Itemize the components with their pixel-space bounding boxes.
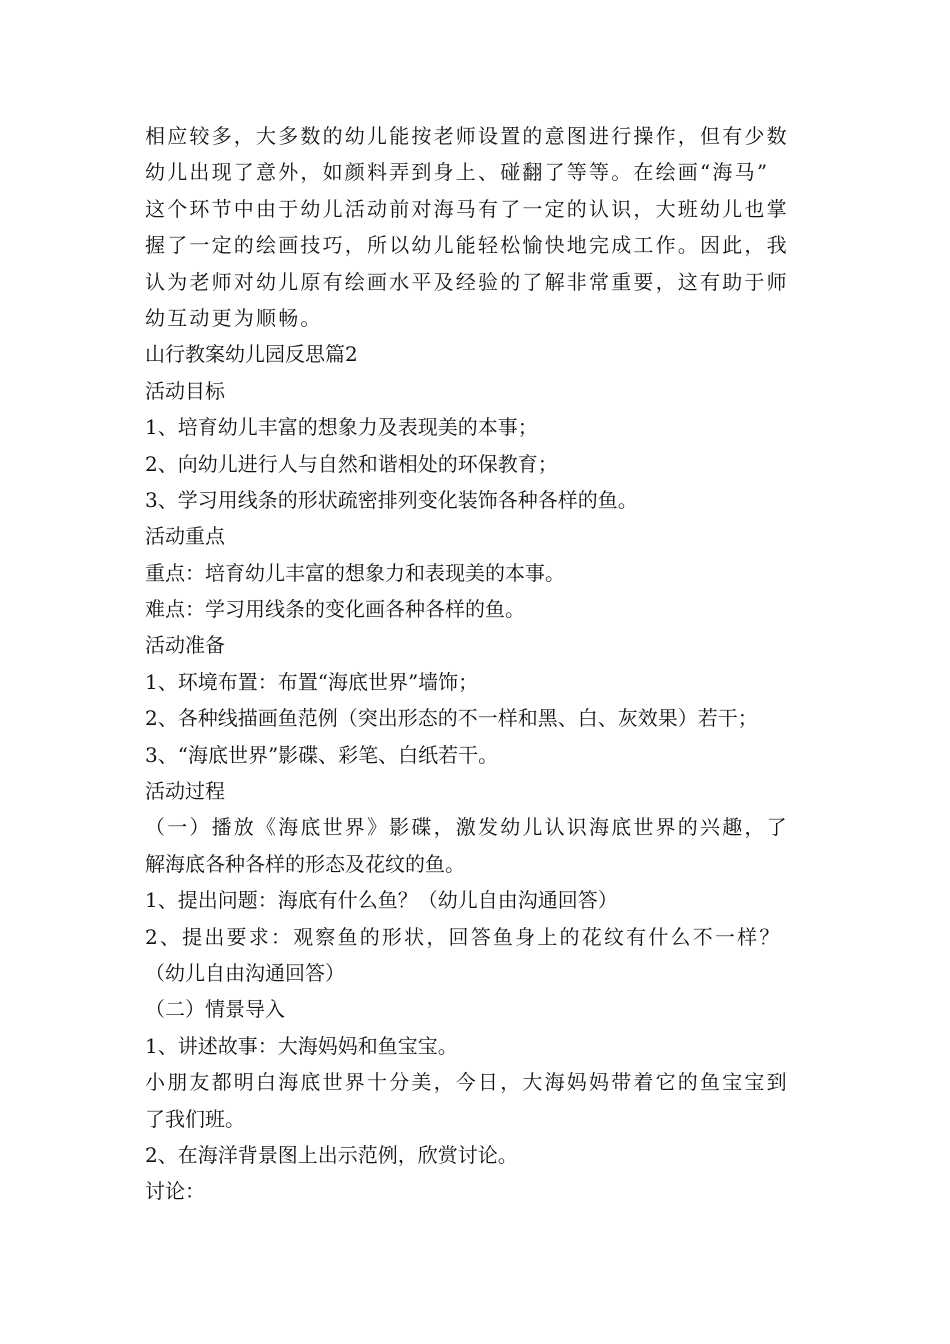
list-item: 1、培育幼儿丰富的想象力及表现美的本事； — [145, 415, 538, 440]
section-heading: 活动重点 — [145, 524, 225, 549]
paragraph-line: 了我们班。 — [145, 1106, 245, 1131]
paragraph-line: （幼儿自由沟通回答） — [145, 960, 345, 985]
paragraph-line: 幼儿出现了意外，如颜料弄到身上、碰翻了等等。在绘画“海马” — [145, 160, 770, 185]
list-item: 3、学习用线条的形状疏密排列变化装饰各种各样的鱼。 — [145, 487, 638, 512]
list-item: 1、环境布置：布置“海底世界”墙饰； — [145, 669, 479, 694]
section-title: 山行教案幼儿园反思篇2 — [145, 342, 358, 367]
paragraph-line: 小朋友都明白海底世界十分美，今日，大海妈妈带着它的鱼宝宝到 — [145, 1070, 789, 1095]
paragraph-line: 相应较多，大多数的幼儿能按老师设置的意图进行操作，但有少数 — [145, 124, 789, 148]
paragraph-line: 握了一定的绘画技巧，所以幼儿能轻松愉快地完成工作。因此，我 — [145, 233, 789, 258]
paragraph-line: 解海底各种各样的形态及花纹的鱼。 — [145, 851, 465, 876]
paragraph-line: （一）播放《海底世界》影碟，激发幼儿认识海底世界的兴趣，了 — [145, 815, 789, 840]
list-item: 重点：培育幼儿丰富的想象力和表现美的本事。 — [145, 560, 565, 585]
paragraph-line: 这个环节中由于幼儿活动前对海马有了一定的认识，大班幼儿也掌 — [145, 196, 789, 221]
list-item: 2、提出要求：观察鱼的形状，回答鱼身上的花纹有什么不一样？ — [145, 924, 782, 949]
list-item: 2、在海洋背景图上出示范例，欣赏讨论。 — [145, 1142, 518, 1167]
paragraph-line: 幼互动更为顺畅。 — [145, 305, 323, 330]
section-heading: 活动过程 — [145, 779, 225, 804]
paragraph-line: 讨论： — [145, 1179, 205, 1204]
subsection-heading: （二）情景导入 — [145, 997, 285, 1022]
list-item: 1、提出问题：海底有什么鱼？（幼儿自由沟通回答） — [145, 888, 618, 913]
section-heading: 活动准备 — [145, 633, 225, 658]
paragraph-line: 认为老师对幼儿原有绘画水平及经验的了解非常重要，这有助于师 — [145, 269, 789, 294]
section-heading: 活动目标 — [145, 378, 225, 403]
list-item: 3、“海底世界”影碟、彩笔、白纸若干。 — [145, 742, 499, 767]
document-body — [145, 118, 825, 1210]
list-item: 2、各种线描画鱼范例（突出形态的不一样和黑、白、灰效果）若干； — [145, 706, 758, 731]
list-item: 2、向幼儿进行人与自然和谐相处的环保教育； — [145, 451, 558, 476]
list-item: 难点：学习用线条的变化画各种各样的鱼。 — [145, 597, 525, 622]
list-item: 1、讲述故事：大海妈妈和鱼宝宝。 — [145, 1033, 458, 1058]
